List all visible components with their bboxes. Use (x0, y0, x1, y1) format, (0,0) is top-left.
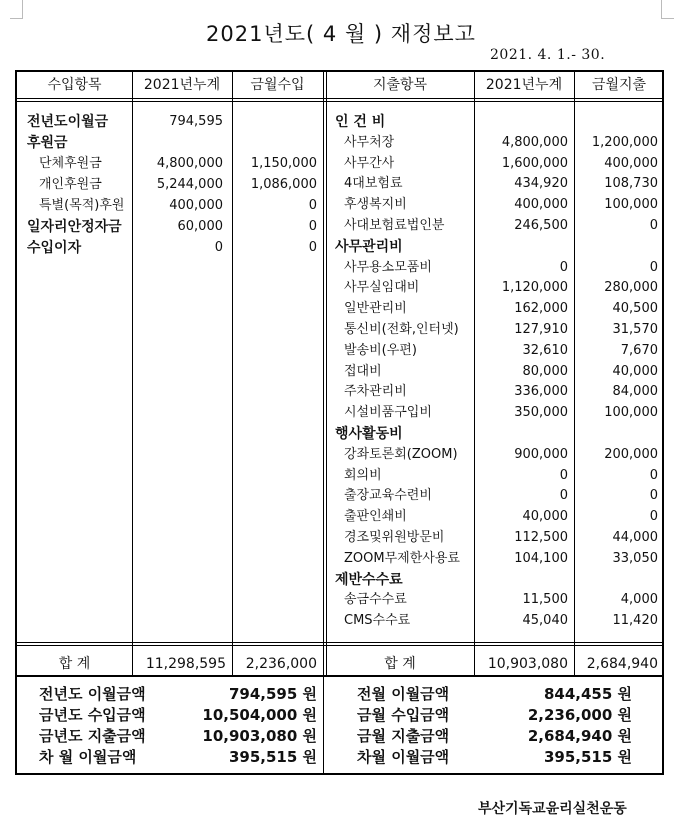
page-corner-mark-left (10, 0, 23, 19)
summary-year-row (39, 705, 317, 725)
expense-row-label: 주차관리비 (344, 384, 407, 400)
expense-row-cumulative: 162,000 (514, 301, 568, 317)
expense-row-cumulative: 1,600,000 (501, 155, 568, 171)
expense-row (326, 133, 664, 153)
expense-row-month: 100,000 (604, 405, 658, 421)
expense-row (326, 341, 664, 361)
expense-row-month: 44,000 (612, 530, 658, 545)
finance-table (15, 70, 664, 775)
expense-row (326, 174, 664, 194)
summary-year-row (39, 684, 317, 704)
expense-row-label: 사대보험료법인분 (344, 218, 445, 233)
income-row-label: 일자리안정자금 (27, 219, 122, 235)
expense-row (326, 216, 664, 236)
summary-month-row (357, 705, 632, 725)
expense-row (326, 195, 664, 215)
summary-month-value: 844,455 원 (543, 685, 632, 703)
totals-divider-double (17, 645, 662, 646)
expense-row-label: 강좌토론회(ZOOM) (344, 446, 458, 462)
col-divider-center (323, 72, 324, 773)
expense-row (326, 382, 664, 402)
expense-row-month: 0 (649, 509, 658, 525)
report-period: 2021. 4. 1.- 30. (490, 47, 606, 63)
expense-row-label: 4대보험료 (344, 176, 403, 192)
income-row-label: 개인후원금 (39, 177, 102, 192)
summary-year-row (39, 726, 317, 746)
income-row (17, 196, 323, 216)
expense-row (326, 570, 664, 590)
expense-row (326, 258, 664, 278)
expense-row-label: ZOOM무제한사용료 (344, 550, 460, 566)
expense-row-month: 7,670 (620, 342, 658, 358)
summary-year-label: 차 월 이월금액 (39, 748, 137, 766)
expense-row (326, 320, 664, 340)
expense-row-month: 0 (649, 218, 658, 233)
expense-row-label: 경조및위원방문비 (344, 530, 445, 545)
summary-month-label: 금월 지출금액 (357, 727, 450, 745)
header-divider-double (17, 101, 662, 102)
organization-name: 부산기독교윤리실천운동 (478, 801, 627, 817)
expense-row-month: 40,500 (612, 301, 658, 317)
expense-row-cumulative: 80,000 (522, 363, 568, 379)
summary-divider (17, 675, 662, 677)
income-row-label: 수입이자 (27, 240, 82, 256)
income-row-cumulative: 60,000 (177, 219, 223, 234)
expense-row-label: 접대비 (344, 363, 382, 379)
income-row-month: 1,150,000 (250, 156, 317, 171)
expense-row-label: 사무간사 (344, 155, 395, 171)
expense-row (326, 486, 664, 506)
expense-row-month: 0 (649, 259, 658, 275)
page-corner-mark-right (661, 0, 674, 19)
expense-row-cumulative: 400,000 (514, 197, 568, 213)
expense-row-label: 출판인쇄비 (344, 509, 407, 525)
income-row (17, 238, 323, 258)
expense-row-month: 84,000 (612, 384, 658, 400)
expense-row-month: 33,050 (612, 550, 658, 566)
header-income-cumulative: 2021년누계 (143, 77, 221, 93)
expense-row (326, 590, 664, 610)
summary-year-label: 금년도 수입금액 (39, 706, 146, 724)
expense-row-cumulative: 11,500 (522, 592, 568, 608)
expense-row-label: 사무실임대비 (344, 280, 420, 296)
expense-row (326, 507, 664, 527)
expense-row-month: 100,000 (604, 197, 658, 213)
expense-row (326, 445, 664, 465)
expense-row (326, 154, 664, 174)
expense-row-label: 행사활동비 (335, 426, 403, 442)
expense-row-month: 0 (649, 488, 658, 504)
expense-row-cumulative: 900,000 (514, 446, 568, 462)
summary-year-label: 금년도 지출금액 (39, 727, 146, 745)
expense-row (326, 424, 664, 444)
income-row-cumulative: 0 (214, 240, 223, 255)
expense-row-cumulative: 4,800,000 (501, 134, 568, 150)
summary-month-row (357, 726, 632, 746)
expense-row (326, 278, 664, 298)
expense-row (326, 237, 664, 257)
income-row (17, 154, 323, 174)
expense-row-month: 1,200,000 (591, 134, 658, 150)
header-divider (17, 98, 662, 99)
summary-month-label: 차월 이월금액 (357, 748, 450, 766)
income-total-cumulative: 11,298,595 (145, 656, 226, 672)
income-row-label: 특별(목적)후원 (39, 198, 125, 213)
summary-month-row (357, 747, 632, 767)
expense-row-label: CMS수수료 (344, 613, 411, 629)
summary-year-value: 10,504,000 원 (202, 706, 317, 724)
income-row-month: 0 (308, 198, 317, 213)
expense-row (326, 299, 664, 319)
expense-row-label: 인 건 비 (335, 114, 386, 130)
header-expense-item: 지출항목 (372, 77, 428, 93)
income-row-label: 후원금 (27, 135, 68, 151)
summary-year-value: 395,515 원 (228, 748, 317, 766)
expense-row-cumulative: 127,910 (514, 322, 568, 337)
income-row-cumulative: 794,595 (169, 114, 223, 129)
expense-total-month: 2,684,940 (586, 656, 658, 672)
expense-row-cumulative: 0 (559, 488, 568, 504)
income-row-cumulative: 400,000 (169, 198, 223, 213)
income-row-month: 0 (308, 240, 317, 255)
summary-month-value: 2,684,940 원 (527, 727, 632, 745)
income-total-month: 2,236,000 (245, 656, 317, 672)
summary-month-row (357, 684, 632, 704)
expense-row-label: 시설비품구입비 (344, 405, 432, 421)
expense-row (326, 466, 664, 486)
expense-row-label: 발송비(우편) (344, 342, 417, 358)
expense-row-label: 출장교육수련비 (344, 488, 432, 504)
expense-row-month: 4,000 (620, 592, 658, 608)
expense-row-cumulative: 104,100 (514, 550, 568, 566)
expense-row-month: 31,570 (612, 322, 658, 337)
income-row (17, 112, 323, 132)
expense-row-label: 통신비(전화,인터넷) (344, 322, 459, 337)
summary-year-value: 10,903,080 원 (202, 727, 317, 745)
income-row (17, 175, 323, 195)
summary-month-value: 2,236,000 원 (527, 706, 632, 724)
totals-divider (17, 642, 662, 643)
income-row-label: 전년도이월금 (27, 114, 109, 130)
income-row-cumulative: 5,244,000 (156, 177, 223, 192)
summary-month-label: 금월 수입금액 (357, 706, 450, 724)
expense-row-month: 400,000 (604, 155, 658, 171)
income-row-cumulative: 4,800,000 (156, 156, 223, 171)
expense-row-cumulative: 0 (559, 467, 568, 483)
expense-row-month: 0 (649, 467, 658, 483)
expense-row-label: 회의비 (344, 467, 382, 483)
expense-row-month: 11,420 (612, 613, 658, 629)
expense-row-cumulative: 434,920 (514, 176, 568, 192)
income-row-label: 단체후원금 (39, 156, 102, 171)
expense-row-cumulative: 112,500 (514, 530, 568, 545)
income-total-label: 합 계 (58, 656, 91, 672)
summary-month-label: 전월 이월금액 (357, 685, 450, 703)
expense-row-cumulative: 246,500 (514, 218, 568, 233)
expense-row-label: 제반수수료 (335, 571, 403, 588)
header-expense-month: 금월지출 (591, 77, 647, 93)
report-title: 2021년도( 4 월 ) 재정보고 (206, 22, 476, 46)
header-income-item: 수입항목 (47, 77, 102, 93)
expense-row-month: 40,000 (612, 363, 658, 379)
income-row (17, 133, 323, 153)
income-row (17, 217, 323, 237)
summary-year-value: 794,595 원 (228, 685, 317, 703)
expense-row-label: 사무용소모품비 (344, 259, 432, 275)
expense-row-label: 일반관리비 (344, 301, 407, 317)
income-row-month: 0 (308, 219, 317, 234)
expense-row (326, 549, 664, 569)
expense-row-month: 200,000 (604, 446, 658, 462)
expense-row (326, 403, 664, 423)
header-income-month: 금월수입 (250, 77, 305, 93)
income-row-month: 1,086,000 (250, 177, 317, 192)
expense-row-cumulative: 1,120,000 (501, 280, 568, 296)
expense-row-cumulative: 350,000 (514, 405, 568, 421)
expense-row-label: 사무관리비 (335, 238, 403, 255)
summary-month-value: 395,515 원 (543, 748, 632, 766)
expense-total-cumulative: 10,903,080 (487, 656, 568, 672)
expense-row-label: 후생복지비 (344, 197, 407, 213)
header-expense-cumulative: 2021년누계 (485, 77, 563, 93)
expense-row-month: 280,000 (604, 280, 658, 296)
summary-year-label: 전년도 이월금액 (39, 685, 146, 703)
expense-row (326, 112, 664, 132)
expense-row (326, 362, 664, 382)
summary-year-row (39, 747, 317, 767)
expense-total-label: 합 계 (384, 656, 416, 672)
expense-row-cumulative: 45,040 (522, 613, 568, 629)
expense-row-cumulative: 0 (559, 259, 568, 275)
expense-row-cumulative: 336,000 (514, 384, 568, 400)
expense-row (326, 528, 664, 548)
expense-row-cumulative: 32,610 (522, 342, 568, 358)
expense-row (326, 611, 664, 631)
expense-row-label: 송금수수료 (344, 592, 407, 608)
expense-row-label: 사무처장 (344, 134, 395, 150)
expense-row-month: 108,730 (604, 176, 658, 192)
expense-row-cumulative: 40,000 (522, 509, 568, 525)
